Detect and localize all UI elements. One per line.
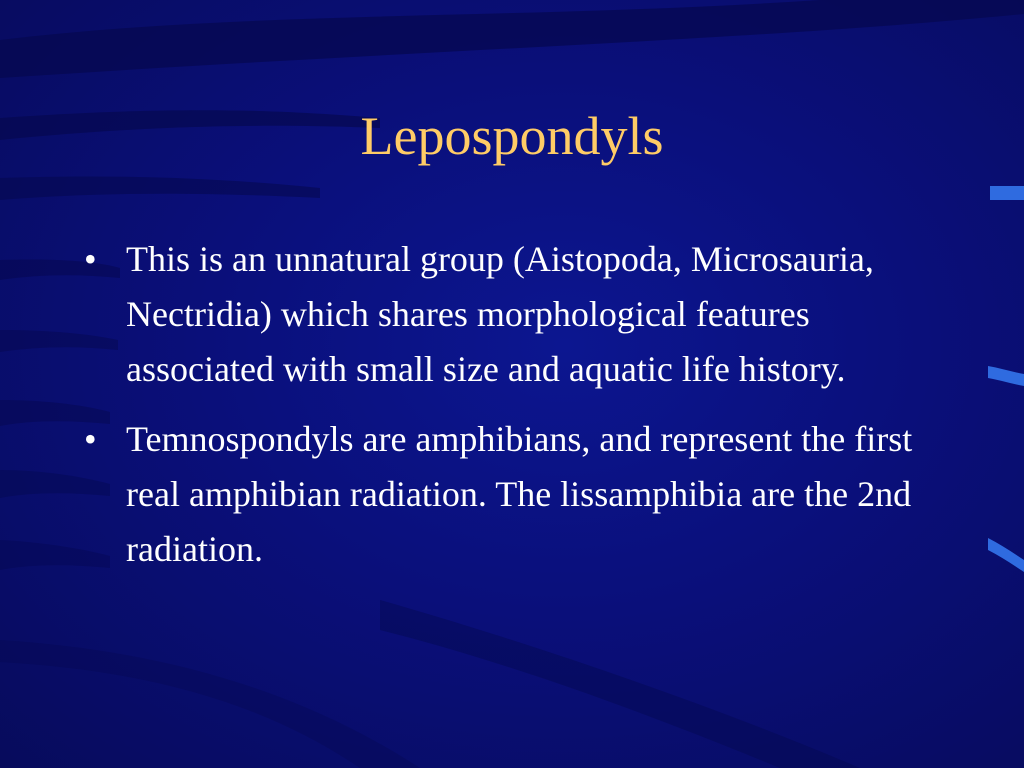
bullet-text: This is an unnatural group (Aistopoda, Microsauria, Nectridia) which shares morphological features associated with small size and aquatic life history.	[126, 239, 874, 389]
slide-title: Lepospondyls	[360, 106, 664, 166]
bullet-icon: •	[84, 239, 97, 279]
background-band	[380, 600, 860, 768]
right-accent-mark	[988, 538, 1024, 572]
bullet-icon: •	[84, 419, 97, 459]
background-band	[0, 0, 1024, 78]
bullet-text: Temnospondyls are amphibians, and represent the first real amphibian radiation. The lissamphibia are the 2nd radiation.	[126, 419, 913, 569]
bullet-list	[84, 232, 944, 592]
bullet-item	[84, 232, 944, 397]
right-accent-mark	[990, 186, 1024, 200]
background-band	[0, 176, 320, 200]
background-band	[0, 640, 420, 768]
bullet-item	[84, 412, 944, 577]
right-accent-mark	[988, 366, 1024, 386]
